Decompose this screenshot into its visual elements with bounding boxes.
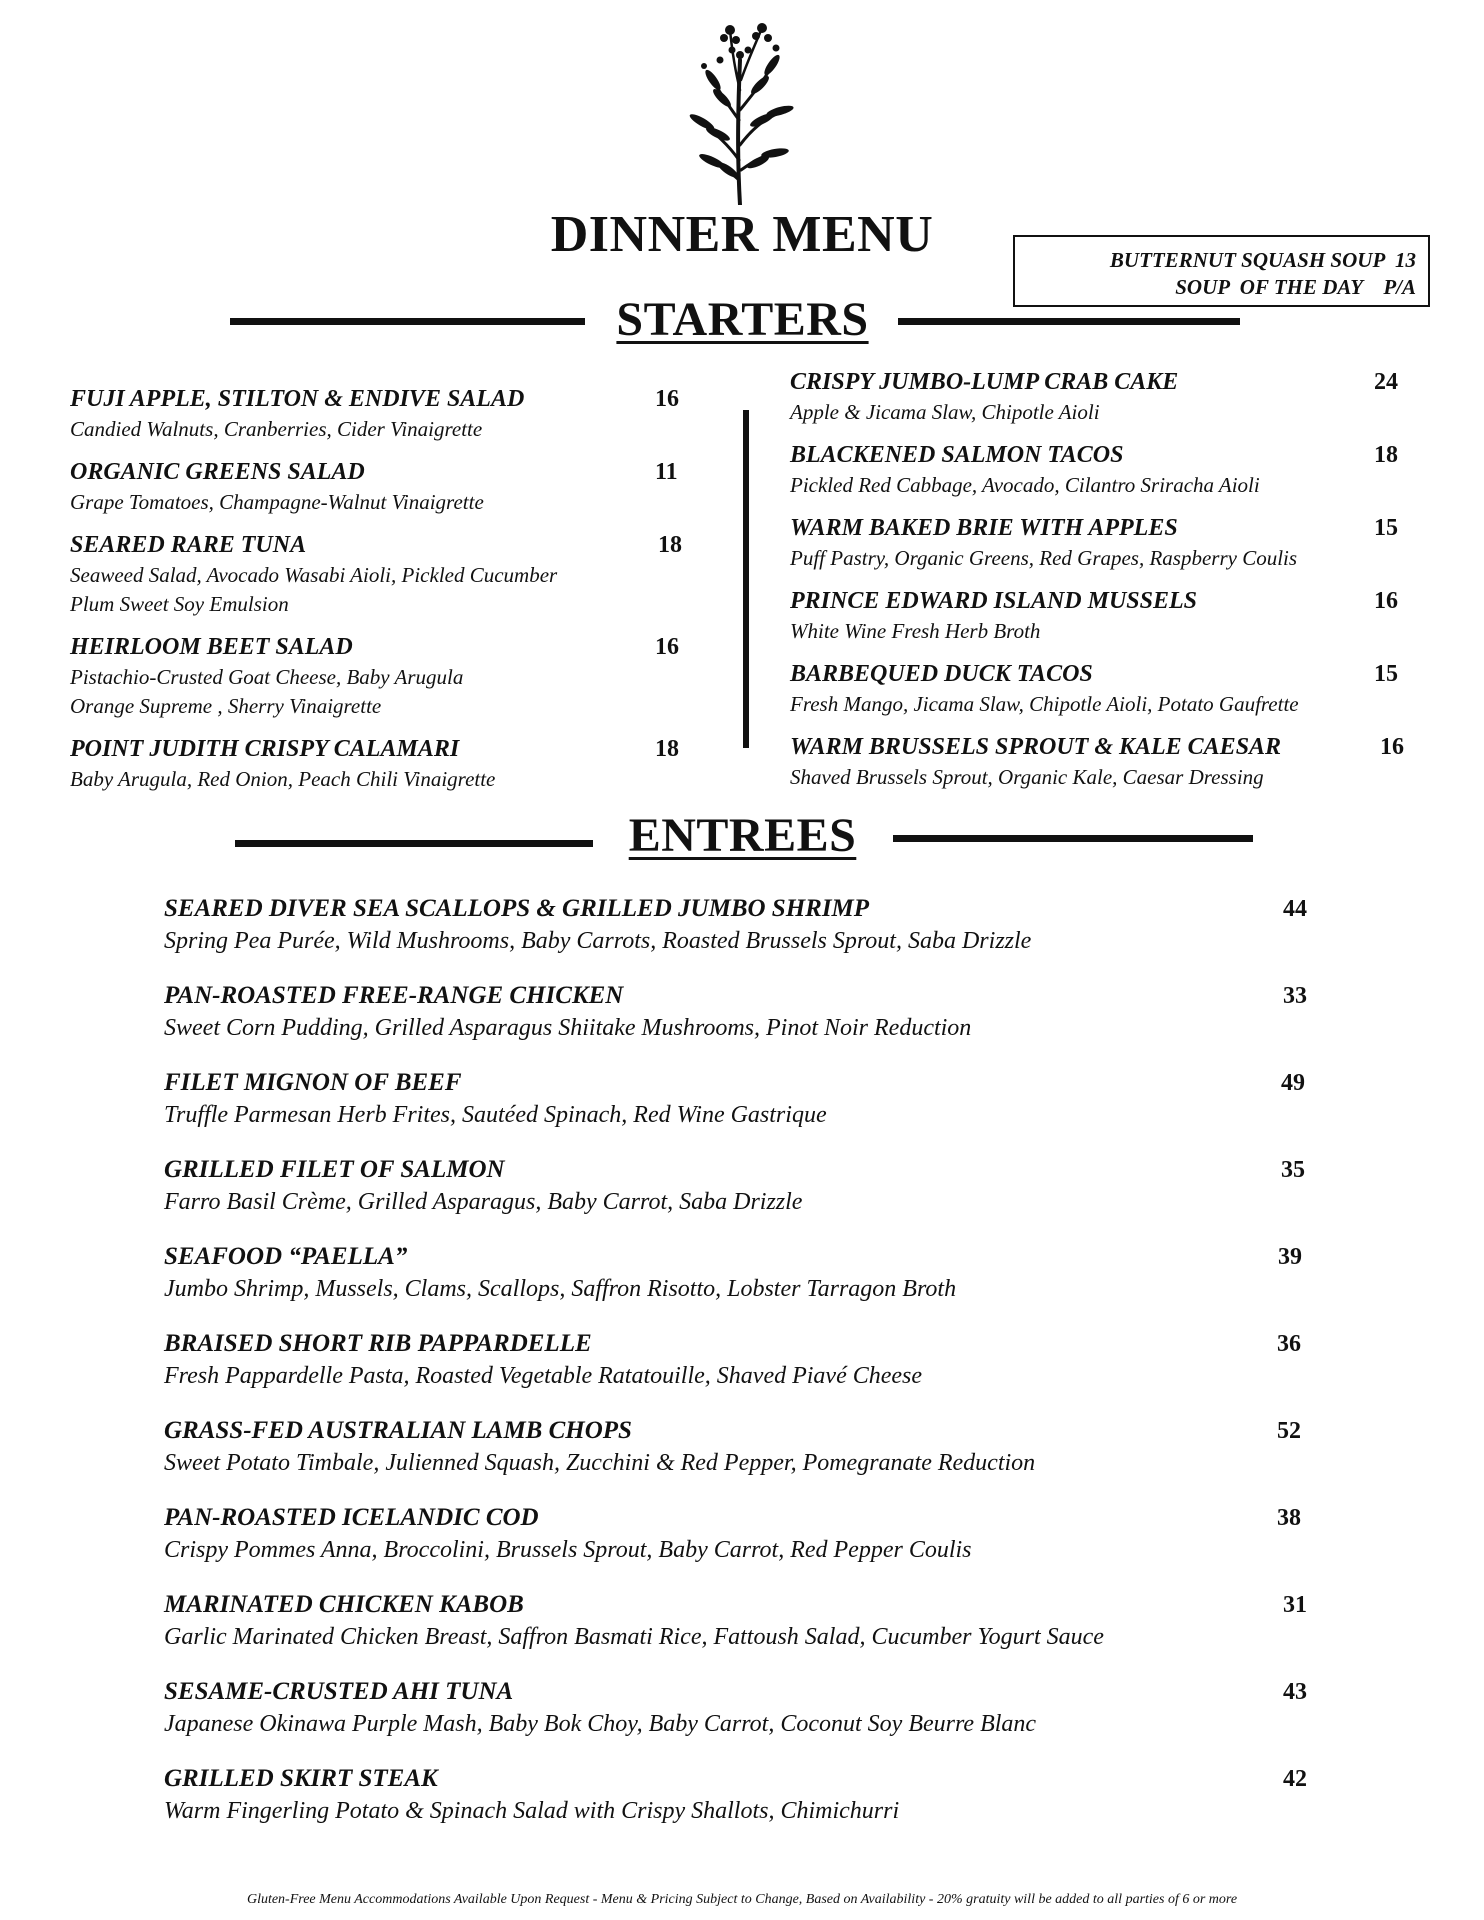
entree-desc: Fresh Pappardelle Pasta, Roasted Vegetable Ratatouille, Shaved Piavé Cheese [164,1363,923,1389]
entree-name: GRILLED SKIRT STEAK [164,1765,438,1792]
starter-name: WARM BRUSSELS SPROUT & KALE CAESAR [790,734,1282,760]
entree-price: 52 [1277,1418,1301,1444]
footer-note: Gluten-Free Menu Accommodations Available Upon Request - Menu & Pricing Subject to Change, Based on Availability - 20% gratuity will be added to all parties of 6 or more [246,1892,1238,1907]
starter-price: 15 [1374,661,1398,687]
entree-desc: Jumbo Shrimp, Mussels, Clams, Scallops, Saffron Risotto, Lobster Tarragon Broth [164,1276,957,1302]
herb-sprig-icon [680,20,800,205]
entrees-heading: ENTREES [628,809,857,862]
entrees-rule-left [235,840,593,847]
entree-desc: Warm Fingerling Potato & Spinach Salad with Crispy Shallots, Chimichurri [164,1798,900,1824]
entree-price: 49 [1281,1070,1305,1096]
page-title: DINNER MENU [550,206,934,263]
entree-name: GRASS-FED AUSTRALIAN LAMB CHOPS [164,1417,632,1444]
entree-price: 35 [1281,1157,1305,1183]
starter-price: 15 [1374,515,1398,541]
entree-name: BRAISED SHORT RIB PAPPARDELLE [164,1330,592,1357]
starter-desc: Puff Pastry, Organic Greens, Red Grapes, Raspberry Coulis [790,546,1298,570]
entree-name: SEARED DIVER SEA SCALLOPS & GRILLED JUMBO SHRIMP [164,895,870,922]
starter-desc: Pickled Red Cabbage, Avocado, Cilantro Sriracha Aioli [790,473,1260,497]
entree-name: MARINATED CHICKEN KABOB [164,1591,524,1618]
starter-desc: Orange Supreme , Sherry Vinaigrette [70,694,382,718]
entree-desc: Japanese Okinawa Purple Mash, Baby Bok Choy, Baby Carrot, Coconut Soy Beurre Blanc [164,1711,1037,1737]
starter-price: 11 [655,459,678,485]
entree-price: 33 [1283,983,1307,1009]
entrees-rule-right [893,835,1253,842]
entree-price: 42 [1283,1766,1307,1792]
starter-desc: Candied Walnuts, Cranberries, Cider Vinaigrette [70,417,483,441]
soup-box [1013,235,1430,307]
starter-desc: Seaweed Salad, Avocado Wasabi Aioli, Pickled Cucumber [70,563,558,587]
entree-name: SESAME-CRUSTED AHI TUNA [164,1678,514,1705]
starter-price: 18 [1374,442,1398,468]
starter-desc: Pistachio-Crusted Goat Cheese, Baby Arugula [70,665,464,689]
entree-price: 31 [1283,1592,1307,1618]
entree-price: 44 [1283,896,1307,922]
starter-price: 18 [658,532,682,558]
starter-name: BLACKENED SALMON TACOS [790,442,1124,468]
entree-desc: Sweet Potato Timbale, Julienned Squash, Zucchini & Red Pepper, Pomegranate Reduction [164,1450,1036,1476]
starter-desc: Grape Tomatoes, Champagne-Walnut Vinaigrette [70,490,484,514]
starter-name: POINT JUDITH CRISPY CALAMARI [70,736,460,762]
entree-desc: Farro Basil Crème, Grilled Asparagus, Baby Carrot, Saba Drizzle [164,1189,803,1215]
entree-price: 39 [1278,1244,1302,1270]
starter-price: 18 [655,736,679,762]
soup-line-1: BUTTERNUT SQUASH SOUP 13 [1109,248,1416,272]
entree-desc: Sweet Corn Pudding, Grilled Asparagus Shiitake Mushrooms, Pinot Noir Reduction [164,1015,972,1041]
starter-name: CRISPY JUMBO-LUMP CRAB CAKE [790,369,1179,395]
starter-desc: Baby Arugula, Red Onion, Peach Chili Vinaigrette [70,767,496,791]
entree-name: FILET MIGNON OF BEEF [164,1069,462,1096]
starters-rule-right [898,318,1240,325]
entree-name: PAN-ROASTED ICELANDIC COD [164,1504,539,1531]
starter-name: SEARED RARE TUNA [70,532,307,558]
soup-line-2: SOUP OF THE DAY P/A [1175,275,1416,299]
entree-name: PAN-ROASTED FREE-RANGE CHICKEN [164,982,624,1009]
column-divider [743,410,749,748]
starter-price: 16 [1380,734,1404,760]
starter-desc: White Wine Fresh Herb Broth [790,619,1041,643]
starter-name: BARBEQUED DUCK TACOS [790,661,1093,687]
starter-price: 24 [1374,369,1398,395]
starter-name: ORGANIC GREENS SALAD [70,459,365,485]
starter-price: 16 [1374,588,1398,614]
entree-price: 36 [1277,1331,1301,1357]
entree-desc: Spring Pea Purée, Wild Mushrooms, Baby Carrots, Roasted Brussels Sprout, Saba Drizzle [164,928,1032,954]
entree-price: 43 [1283,1679,1307,1705]
entree-name: GRILLED FILET OF SALMON [164,1156,505,1183]
entree-price: 38 [1277,1505,1301,1531]
starter-name: WARM BAKED BRIE WITH APPLES [790,515,1178,541]
starter-desc: Shaved Brussels Sprout, Organic Kale, Caesar Dressing [790,765,1264,789]
entree-desc: Garlic Marinated Chicken Breast, Saffron Basmati Rice, Fattoush Salad, Cucumber Yogurt Sauce [164,1624,1104,1650]
starter-name: FUJI APPLE, STILTON & ENDIVE SALAD [70,386,525,412]
starter-desc: Plum Sweet Soy Emulsion [70,592,289,616]
starter-name: PRINCE EDWARD ISLAND MUSSELS [790,588,1198,614]
starter-name: HEIRLOOM BEET SALAD [70,634,353,660]
entree-name: SEAFOOD “PAELLA” [164,1243,408,1270]
starters-heading: STARTERS [616,293,869,346]
starter-price: 16 [655,634,679,660]
starter-desc: Fresh Mango, Jicama Slaw, Chipotle Aioli, Potato Gaufrette [790,692,1299,716]
starter-price: 16 [655,386,679,412]
starter-desc: Apple & Jicama Slaw, Chipotle Aioli [790,400,1100,424]
entree-desc: Crispy Pommes Anna, Broccolini, Brussels Sprout, Baby Carrot, Red Pepper Coulis [164,1537,972,1563]
entree-desc: Truffle Parmesan Herb Frites, Sautéed Spinach, Red Wine Gastrique [164,1102,827,1128]
starters-rule-left [230,318,585,325]
